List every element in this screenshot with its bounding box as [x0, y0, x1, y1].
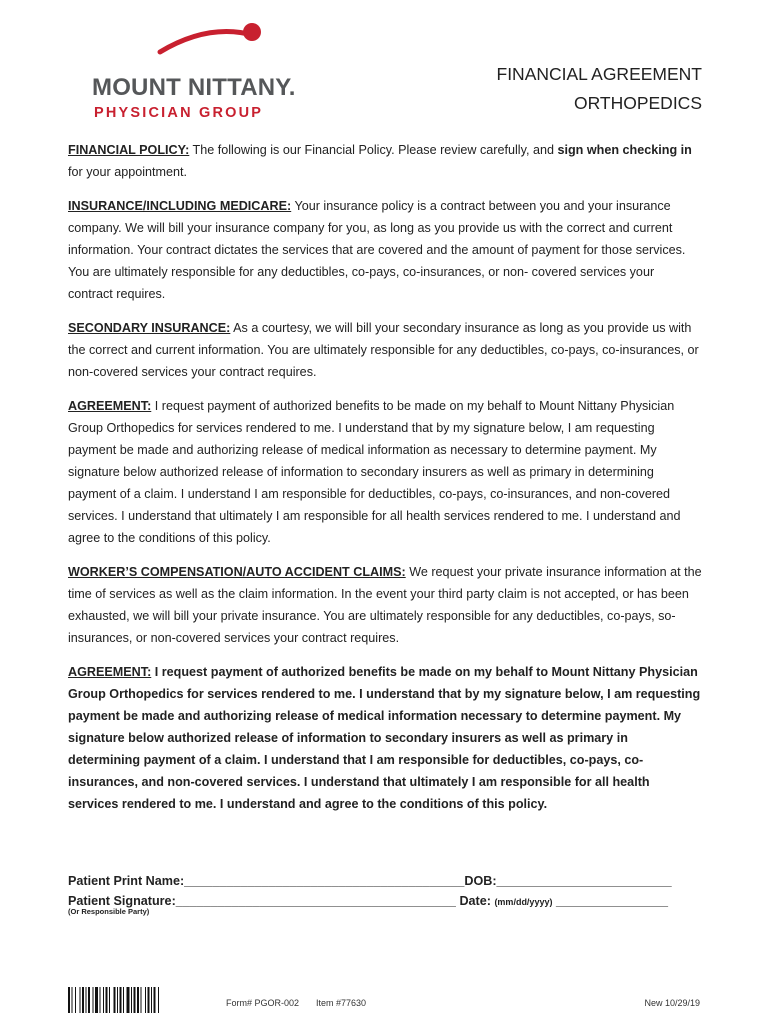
print-name-row — [68, 871, 708, 891]
agreement-paragraph-1 — [68, 395, 702, 549]
agreement-heading-2: AGREEMENT: — [68, 665, 152, 679]
insurance-paragraph — [68, 195, 702, 305]
workers-comp-text: We request your private insurance information at the time of services as well as the claim information. In the event your third party claim is not accepted, or has been exhausted, we will bill your private insurance. You are ultimately responsible for any deductibles, co-pays, so-insurances, or non-covered services your contract requires. — [68, 565, 702, 645]
signature-label: Patient Signature: — [68, 894, 176, 908]
date-field[interactable]: ________________ — [555, 894, 669, 908]
responsible-party-note: (Or Responsible Party) — [68, 907, 150, 916]
mount-nittany-logo — [90, 18, 330, 121]
dob-label: DOB: — [464, 874, 497, 888]
logo-name: MOUNT NITTANY. — [92, 74, 296, 101]
title-line-1: FINANCIAL AGREEMENT — [496, 64, 702, 84]
signature-block — [68, 871, 708, 912]
title-line-2: ORTHOPEDICS — [573, 93, 702, 113]
signature-row — [68, 891, 708, 912]
insurance-heading: INSURANCE/INCLUDING MEDICARE: — [68, 199, 292, 213]
date-label: Date: — [459, 894, 491, 908]
agreement-text-1: I request payment of authorized benefits to be made on my behalf to Mount Nittany Physician Group Orthopedics for services rendered to me. I understand that by my signature below, I am requesting payment be made and authorizing release of medical information as necessary to determine payment. My signature below authorized release of information to secondary insurers as well as primary in determining payment of a claim. I understand I am responsible for deductibles, co-pays, co-insurances, and non-covered services. I understand that ultimately I am responsible for all health services rendered to me. I understand and agree to the conditions of this policy. — [68, 399, 681, 545]
insurance-text: Your insurance policy is a contract between you and your insurance company. We will bill your insurance company for you, as long as you provide us with the correct and current information. Your contract dictates the services that are covered and the amount of payment for those services. You are ultimately responsible for any deductibles, co-pays, co-insurances, or non- covered services your contract requires. — [68, 199, 686, 301]
financial-policy-bold: sign when checking in — [557, 143, 692, 157]
print-name-field[interactable]: ________________________________________ — [184, 874, 465, 888]
secondary-insurance-text: As a courtesy, we will bill your secondary insurance as long as you provide us with the correct and current information. You are ultimately responsible for any deductibles, co-pays, co-insurances, or non-covered services your contract requires. — [68, 321, 699, 379]
agreement-heading-1: AGREEMENT: — [68, 399, 152, 413]
agreement-paragraph-2 — [68, 661, 702, 815]
document-title — [497, 60, 703, 118]
date-format-hint: (mm/dd/yyyy) — [494, 897, 553, 907]
barcode-icon — [68, 987, 220, 1013]
agreement-text-2: I request payment of authorized benefits be made on my behalf to Mount Nittany Physician Group Orthopedics for services rendered to me. I understand that by my signature below, I am requesting payment be made and authorizing release of medical information necessary to determine payment. My signature below authorized release of information to secondary insurers as well as primary in determining payment of a claim. I understand that I am responsible for deductibles, co-pays, co-insurances, and non-covered services. I understand that ultimately I am responsible for all health services rendered to me. I understand and agree to the conditions of this policy. — [68, 665, 701, 811]
dob-field[interactable]: _________________________ — [496, 874, 672, 888]
form-number: Form# PGOR-002 — [226, 998, 300, 1008]
policy-content — [68, 139, 702, 827]
financial-policy-text-2: for your appointment. — [68, 165, 188, 179]
financial-policy-paragraph — [68, 139, 702, 183]
workers-comp-heading: WORKER’S COMPENSATION/AUTO ACCIDENT CLAIMS: — [68, 565, 406, 579]
logo-arc-icon — [90, 18, 330, 78]
secondary-insurance-heading: SECONDARY INSURANCE: — [68, 321, 231, 335]
workers-comp-paragraph — [68, 561, 702, 649]
secondary-insurance-paragraph — [68, 317, 702, 383]
print-name-label: Patient Print Name: — [68, 874, 185, 888]
logo-subtitle: PHYSICIAN GROUP — [94, 105, 264, 121]
signature-field[interactable]: ________________________________________ — [175, 894, 456, 908]
item-number: Item #77630 — [316, 998, 367, 1008]
financial-policy-text-1: The following is our Financial Policy. Please review carefully, and — [189, 143, 558, 157]
revision-date: New 10/29/19 — [644, 998, 700, 1008]
financial-policy-heading: FINANCIAL POLICY: — [68, 143, 190, 157]
